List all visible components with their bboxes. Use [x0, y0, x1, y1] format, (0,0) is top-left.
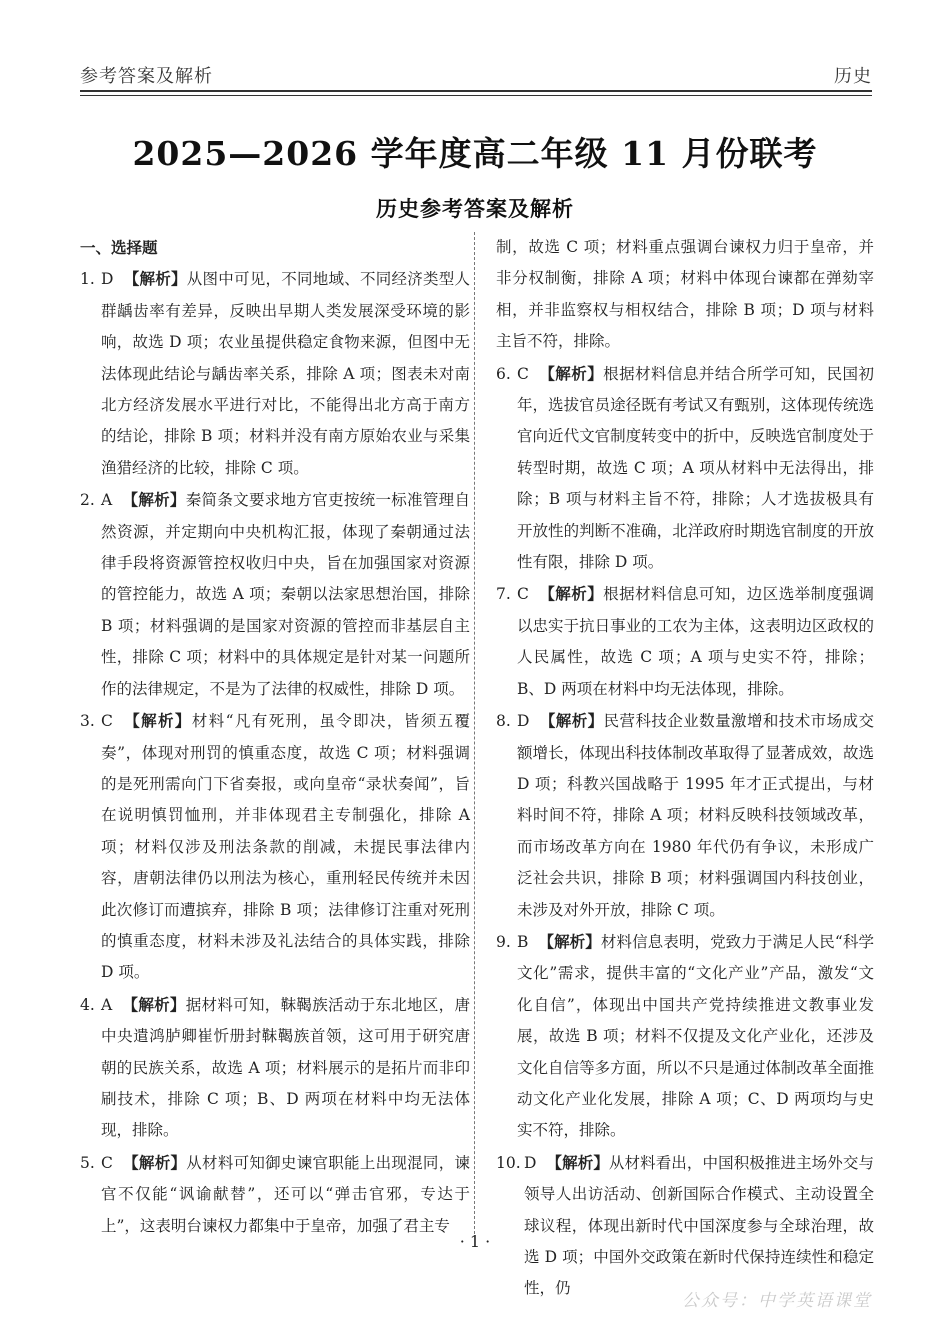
item-text: 据材料可知，靺鞨族活动于东北地区，唐中央遣鸿胪卿崔忻册封靺鞨族首领，这可用于研究唐朝的民族关系，故选 A 项；材料展示的是拓片而非印刷技术，排除 C 项；B、D 两项在材料中均无法体现，排除。	[101, 995, 470, 1140]
item-number: 3.	[80, 712, 95, 731]
item-text: 民营科技企业数量激增和技术市场成交额增长，体现出科技体制改革取得了显著成效，故选 D 项；科教兴国战略于 1995 年才正式提出，与材料时间不符，排除 A 项；材料反映科技领域改革，而市场改革方向在 1980 年代仍有争议，未形成广泛社会共识，排除 B 项；材料强调国内科技创业，未涉及对外开放，排除 C 项。	[517, 712, 874, 919]
document-title: 2025—2026 学年度高二年级 11 月份联考	[132, 134, 818, 173]
item-answer: C	[517, 585, 529, 604]
answer-item-9	[496, 926, 874, 1147]
item-number: 6.	[496, 364, 511, 383]
item-text: 根据材料信息并结合所学可知，民国初年，选拔官员途径既有考试又有甄别，这体现传统选官向近代文官制度转变中的折中，反映选官制度处于转型时期，故选 C 项；A 项从材料中无法得出，排除；B 项与材料主旨不符，排除；人才选拔极具有开放性的判断不准确，北洋政府时期选官制度的开放性有限，排除 D 项。	[517, 364, 874, 572]
item-answer: D	[524, 1153, 537, 1172]
analysis-tag: 【解析】	[122, 994, 186, 1014]
item-number: 10.	[496, 1153, 521, 1172]
analysis-tag: 【解析】	[122, 1152, 187, 1172]
item-number: 9.	[496, 932, 511, 951]
analysis-tag: 【解析】	[122, 490, 186, 510]
running-header	[80, 58, 872, 94]
page-number: · 1 ·	[459, 1232, 491, 1251]
item-text: 从材料看出，中国积极推进主场外交与领导人出访活动、创新国际合作模式、主动设置全球议程，体现出新时代中国深度参与全球治理，故选 D 项；中国外交政策在新时代保持连续性和稳定性，仍	[524, 1153, 874, 1298]
item-text: 从图中可见，不同地域、不同经济类型人群龋齿率有差异，反映出早期人类发展深受环境的影响，故选 D 项；农业虽提供稳定食物来源，但图中无法体现此结论与龋齿率关系，排除 A 项；图表未对南北方经济发展水平进行对比，不能得出北方高于南方的结论，排除 B 项；材料并没有南方原始农业与采集渔猎经济的比较，排除 C 项。	[101, 270, 470, 477]
column-divider	[474, 232, 475, 1234]
analysis-tag: 【解析】	[546, 1152, 609, 1172]
item-text: 从材料可知御史谏官职能上出现混同，谏官不仅能“讽谕献替”，还可以“弹击官邪，专达于上”，这表明台谏权力都集中于皇帝，加强了君主专	[101, 1153, 470, 1235]
answer-item-1	[80, 263, 470, 484]
item-answer: D	[101, 270, 114, 289]
item-text: 材料“凡有死刑，虽令即决，皆须五覆奏”，体现对刑罚的慎重态度，故选 C 项；材料强调的是死刑需向门下省奏报，或向皇帝“录状奏闻”，旨在说明慎罚恤刑，并非体现君主专制强化，排除 A 项；材料仅涉及刑法条款的削减，未提民事法律内容，唐朝法律仍以刑法为核心，重刑轻民传统并未因此次修订而遭摈弃，排除 B 项；法律修订注重对死刑的慎重态度，材料未涉及礼法结合的具体实践，排除 D 项。	[101, 712, 470, 982]
item-number: 4.	[80, 995, 95, 1014]
item-number: 1.	[80, 270, 95, 289]
item-number: 2.	[80, 491, 95, 510]
document-subtitle: 历史参考答案及解析	[376, 196, 574, 221]
answer-item-7	[496, 578, 874, 705]
analysis-tag: 【解析】	[123, 269, 187, 289]
item-answer: C	[517, 364, 529, 383]
section-heading: 一、选择题	[80, 238, 158, 257]
analysis-tag: 【解析】	[538, 584, 604, 604]
answer-item-3	[80, 705, 470, 989]
item-answer: D	[517, 712, 530, 731]
answer-item-5	[80, 1147, 470, 1242]
item-answer: A	[101, 995, 113, 1014]
analysis-tag: 【解析】	[539, 711, 604, 731]
left-column	[80, 232, 470, 1242]
item-5-continuation: 制，故选 C 项；材料重点强调台谏权力归于皇帝，并非分权制衡，排除 A 项；材料中体现台谏都在弹劾宰相，并非监察权与相权结合，排除 B 项；D 项与材料主旨不符，排除。	[496, 238, 874, 351]
item-answer: A	[101, 491, 113, 510]
item-number: 5.	[80, 1153, 95, 1172]
right-column	[496, 232, 874, 1305]
item-text: 根据材料信息可知，边区选举制度强调以忠实于抗日事业的工农为主体，这表明边区政权的人民属性，故选 C 项；A 项与史实不符，排除；B、D 两项在材料中均无法体现，排除。	[517, 585, 874, 698]
answer-item-8	[496, 705, 874, 926]
answer-item-4	[80, 989, 470, 1147]
item-number: 7.	[496, 585, 511, 604]
item-answer: C	[101, 712, 113, 731]
header-rule-thin	[80, 95, 872, 96]
header-subject: 历史	[834, 66, 872, 87]
watermark: 公众号：中学英语课堂	[682, 1291, 872, 1311]
header-rule-thick	[80, 90, 872, 92]
answer-item-6	[496, 358, 874, 579]
answer-item-10	[496, 1147, 874, 1305]
analysis-tag: 【解析】	[122, 711, 192, 731]
item-answer: B	[517, 932, 529, 951]
item-text: 秦简条文要求地方官吏按统一标准管理自然资源，并定期向中央机构汇报，体现了秦朝通过法律手段将资源管控权收归中央，旨在加强国家对资源的管控能力，故选 A 项；秦朝以法家思想治国，排除 B 项；材料强调的是国家对资源的管控而非基层自主性，排除 C 项；材料中的具体规定是针对某一问题所作的法律规定，不是为了法律的权威性，排除 D 项。	[101, 491, 470, 698]
header-left-text: 参考答案及解析	[80, 66, 213, 87]
analysis-tag: 【解析】	[538, 931, 601, 951]
item-text: 材料信息表明，党致力于满足人民“科学文化”需求，提供丰富的“文化产业”产品，激发“文化自信”，体现出中国共产党持续推进文教事业发展，故选 B 项；材料不仅提及文化产业化，还涉及文化自信等多方面，所以不只是通过体制改革全面推动文化产业化发展，排除 A 项；C、D 两项均与史实不符，排除。	[517, 932, 874, 1140]
item-answer: C	[101, 1153, 113, 1172]
item-number: 8.	[496, 712, 511, 731]
answer-item-2	[80, 484, 470, 705]
analysis-tag: 【解析】	[538, 363, 604, 383]
